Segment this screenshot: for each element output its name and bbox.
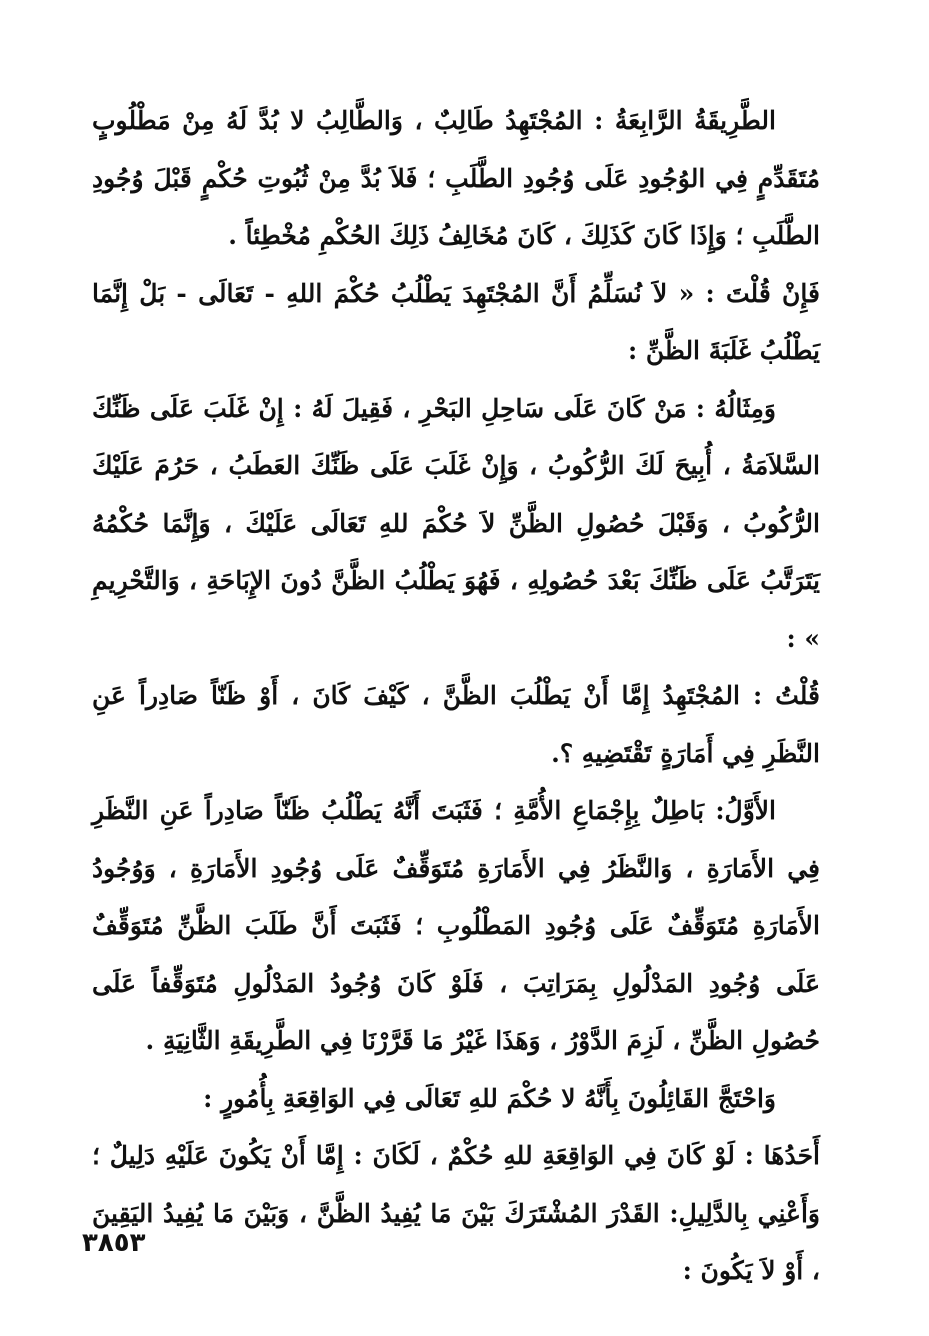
- paragraph-objection: فَإِنْ قُلْتَ : « لاَ نُسَلِّمُ أَنَّ المُجْتَهِدَ يَطْلُبُ حُكْمَ اللهِ - تَعَالَى - بَلْ إِنَّمَا يَطْلُبُ غَلَبَةَ الظَّنِّ :: [92, 278, 820, 365]
- paragraph-opponents-argument: وَاحْتَجَّ القَائِلُونَ بِأَنَّهُ لا حُكْمَ للهِ تَعَالَى فِي الوَاقِعَةِ بِأُمُورٍ :: [203, 1083, 776, 1113]
- paragraph-first-option: الأَوَّلُ: بَاطِلٌ بِإِجْمَاعِ الأُمَّةِ ؛ فَثَبَتَ أَنَّهُ يَطْلُبُ ظَنّاً صَادِراً عَنِ النَّظَرِ فِي الأَمَارَةِ ، وَالنَّظَرُ فِي الأَمَارَةِ مُتَوَقِّفٌ عَلَى وُجُودِ الأَمَارَةِ ، وَوُجُودُ الأَمَارَةِ مُتَوَقِّفٌ عَلَى وُجُودِ المَطْلُوبِ ؛ فَثَبَتَ أَنَّ طَلَبَ الظَّنِّ مُتَوَقِّفٌ عَلَى وُجُودِ المَدْلُولِ بِمَرَاتِبَ ، فَلَوْ كَانَ وُجُودُ المَدْلُولِ مُتَوَقِّفاً عَلَى حُصُولِ الظَّنِّ ، لَزِمَ الدَّوْرُ ، وَهَذَا غَيْرُ مَا قَرَّرْنَا فِي الطَّرِيقَةِ الثَّانِيَةِ .: [92, 796, 820, 1055]
- paragraph-reply: قُلْتُ : المُجْتَهِدُ إِمَّا أَنْ يَطْلُبَ الظَّنَّ ، كَيْفَ كَانَ ، أَوْ ظَنّاً صَادِراً عَنِ النَّظَرِ فِي أَمَارَةٍ تَقْتَضِيهِ ؟.: [92, 681, 820, 768]
- page-number: ٣٨٥٣: [82, 1228, 146, 1258]
- body-text: [92, 92, 820, 1300]
- paragraph-first-argument: أَحَدُهَا : لَوْ كَانَ فِي الوَاقِعَةِ للهِ حُكْمٌ ، لَكَانَ : إِمَّا أَنْ يَكُونَ عَلَيْهِ دَلِيلٌ ؛ وَأَعْنِي بِالدَّلِيلِ: القَدْرَ المُشْتَرَكَ بَيْنَ مَا يُفِيدُ الظَّنَّ ، وَبَيْنَ مَا يُفِيدُ اليَقِينَ ، أَوْ لاَ يَكُونَ :: [92, 1141, 820, 1285]
- paragraph-fourth-method: الطَّرِيقَةُ الرَّابِعَةُ : المُجْتَهِدُ طَالِبٌ ، وَالطَّالِبُ لا بُدَّ لَهُ مِنْ مَطْلُوبٍ مُتَقَدِّمٍ فِي الوُجُودِ عَلَى وُجُودِ الطَّلَبِ ؛ فَلاَ بُدَّ مِنْ ثُبُوتِ حُكْمٍ قَبْلَ وُجُودِ الطَّلَبِ ؛ وَإِذَا كَانَ كَذَلِكَ ، كَانَ مُخَالِفُ ذَلِكَ الحُكْمِ مُخْطِئاً .: [92, 106, 820, 250]
- paragraph-example: وَمِثَالُهُ : مَنْ كَانَ عَلَى سَاحِلِ البَحْرِ ، فَقِيلَ لَهُ : إِنْ غَلَبَ عَلَى ظَنِّكَ السَّلاَمَةُ ، أُبِيحَ لَكَ الرُّكُوبُ ، وَإِنْ غَلَبَ عَلَى ظَنِّكَ العَطَبُ ، حَرُمَ عَلَيْكَ الرُّكُوبُ ، وَقَبْلَ حُصُولِ الظَّنِّ لاَ حُكْمَ للهِ تَعَالَى عَلَيْكَ ، وَإِنَّمَا حُكْمُهُ يَتَرَتَّبُ عَلَى ظَنِّكَ بَعْدَ حُصُولِهِ ، فَهُوَ يَطْلُبُ الظَّنَّ دُونَ الإِبَاحَةِ ، وَالتَّحْرِيمِ » :: [92, 393, 820, 653]
